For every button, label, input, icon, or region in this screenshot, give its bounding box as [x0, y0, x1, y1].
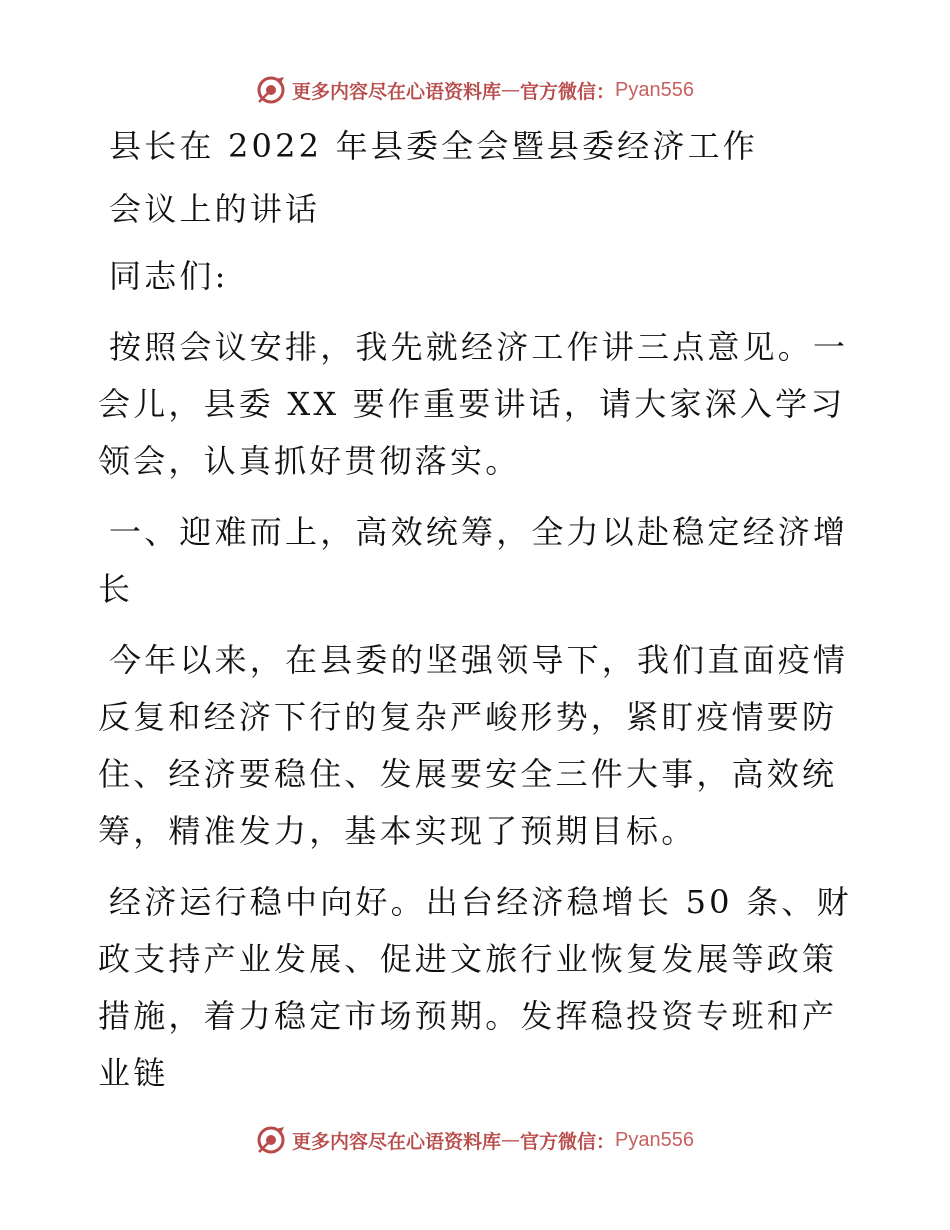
- header-watermark: [0, 70, 950, 110]
- watermark-wechat-id: Pyan556: [615, 1128, 694, 1151]
- salutation: 同志们:: [109, 257, 229, 295]
- watermark-brand: 更多内容尽在心语资料库: [292, 1130, 502, 1153]
- watermark-official-label: 官方微信：: [520, 1130, 616, 1153]
- document-title-line1: 县长在 2022 年县委全会暨县委经济工作: [109, 127, 758, 165]
- watermark-official-label: 官方微信：: [520, 80, 616, 103]
- watermark-dash: —: [501, 79, 521, 101]
- paragraph-1: 按照会议安排，我先就经济工作讲三点意见。一会儿，县委 XX 要作重要讲话，请大家深入学习领会，认真抓好贯彻落实。: [98, 328, 849, 480]
- paragraph-2: 今年以来，在县委的坚强领导下，我们直面疫情反复和经济下行的复杂严峻形势，紧盯疫情要防住、经济要稳住、发展要安全三件大事，高效统筹，精准发力，基本实现了预期目标。: [98, 641, 849, 850]
- section-heading-1: 一、迎难而上，高效统筹，全力以赴稳定经济增长: [98, 513, 849, 608]
- watermark-dash: —: [501, 1129, 521, 1151]
- watermark-brand: 更多内容尽在心语资料库: [292, 80, 502, 103]
- paragraph-3: 经济运行稳中向好。出台经济稳增长 50 条、财政支持产业发展、促进文旅行业恢复发展等政策措施，着力稳定市场预期。发挥稳投资专班和产业链: [98, 883, 852, 1092]
- footer-watermark: [0, 1120, 950, 1160]
- quill-logo-icon: [256, 75, 286, 105]
- document-body: [98, 118, 858, 1116]
- quill-logo-icon: [256, 1125, 286, 1155]
- document-title-line2: 会议上的讲话: [109, 190, 321, 228]
- watermark-wechat-id: Pyan556: [615, 78, 694, 101]
